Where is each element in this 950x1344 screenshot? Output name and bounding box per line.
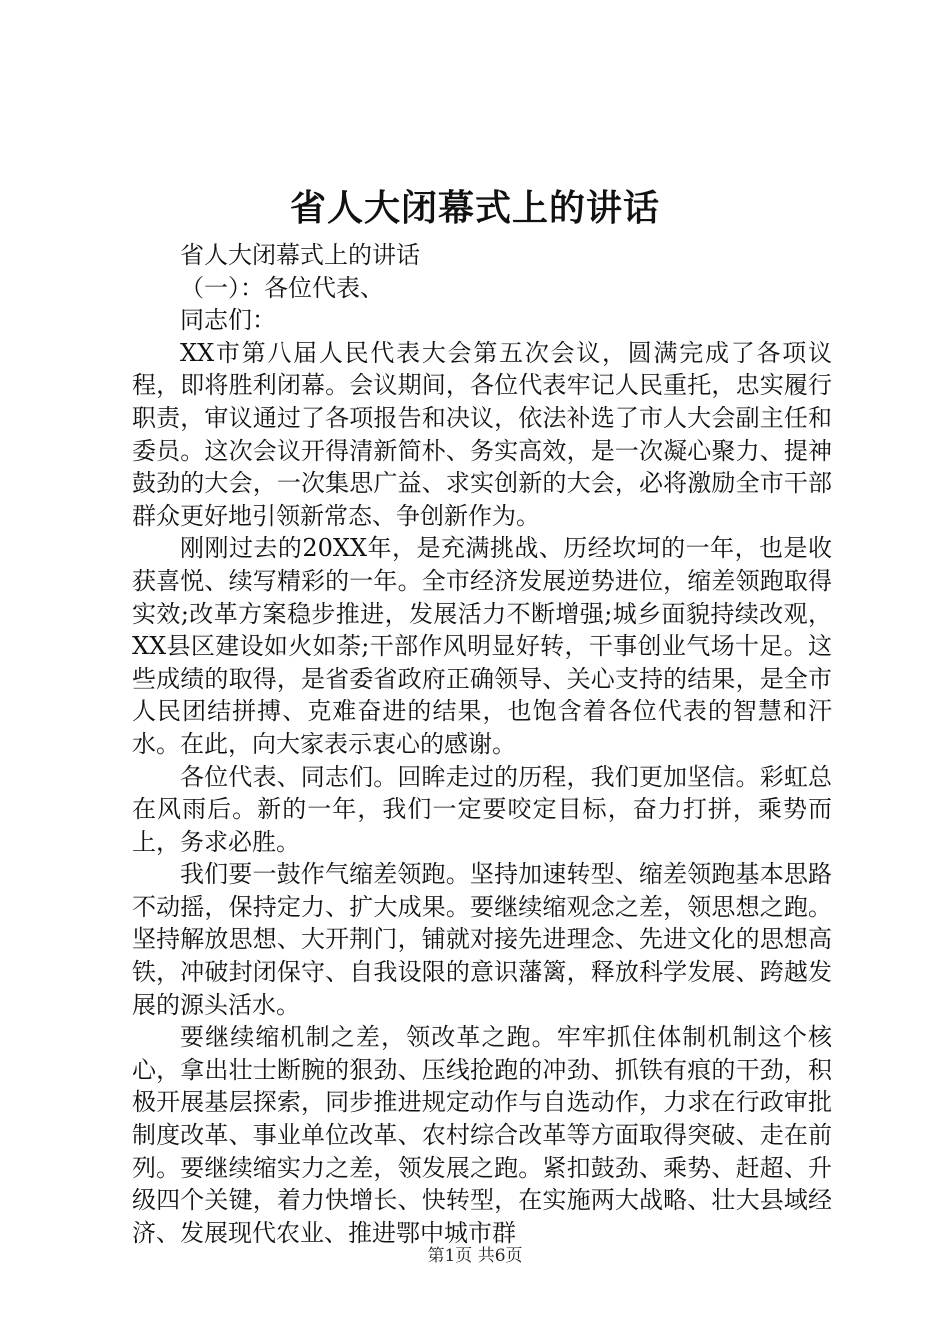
paragraph: XX市第八届人民代表大会第五次会议，圆满完成了各项议程，即将胜利闭幕。会议期间，各位代表牢记人民重托，忠实履行职责，审议通过了各项报告和决议，依法补选了市人大会副主任和委员。这次会议开得清新简朴、务实高效，是一次凝心聚力、提神鼓劲的大会，一次集思广益、求实创新的大会，必将激励全市干部群众更好地引领新常态、争创新作为。 (132, 338, 832, 530)
document-title: 省人大闭幕式上的讲话 (289, 187, 660, 229)
paragraph-salutation: 同志们： (180, 306, 276, 335)
page-number-footer: 第1页 共6页 (427, 1246, 523, 1266)
paragraph-subtitle: 省人大闭幕式上的讲话 (180, 241, 420, 269)
paragraph: 我们要一鼓作气缩差领跑。坚持加速转型、缩差领跑基本思路不动摇，保持定力、扩大成果。要继续缩观念之差，领思想之跑。坚持解放思想、大开荆门，铺就对接先进理念、先进文化的思想高铁，冲破封闭保守、自我设限的意识藩篱，释放科学发展、跨越发展的源头活水。 (132, 860, 832, 1019)
paragraph: 各位代表、同志们。回眸走过的历程，我们更加坚信。彩虹总在风雨后。新的一年，我们一定要咬定目标，奋力打拼，乘势而上，务求必胜。 (132, 762, 832, 856)
paragraph-heading: （一）：各位代表、 (180, 273, 384, 302)
paragraph: 要继续缩机制之差，领改革之跑。牢牢抓住体制机制这个核心，拿出壮士断腕的狠劲、压线抢跑的冲劲、抓铁有痕的干劲，积极开展基层探索，同步推进规定动作与自选动作，力求在行政审批制度改革、事业单位改革、农村综合改革等方面取得突破、走在前列。要继续缩实力之差，领发展之跑。紧扣鼓劲、乘势、赶超、升级四个关键，着力快增长、快转型，在实施两大战略、壮大县域经济、发展现代农业、推进鄂中城市群 (132, 1023, 832, 1247)
paragraph: 刚刚过去的20XX年，是充满挑战、历经坎坷的一年，也是收获喜悦、续写精彩的一年。全市经济发展逆势进位，缩差领跑取得实效;改革方案稳步推进，发展活力不断增强;城乡面貌持续改观，XX县区建设如火如荼;干部作风明显好转，干事创业气场十足。这些成绩的取得，是省委省政府正确领导、关心支持的结果，是全市人民团结拼搏、克难奋进的结果，也饱含着各位代表的智慧和汗水。在此，向大家表示衷心的感谢。 (132, 534, 832, 758)
document-body (132, 239, 832, 1249)
